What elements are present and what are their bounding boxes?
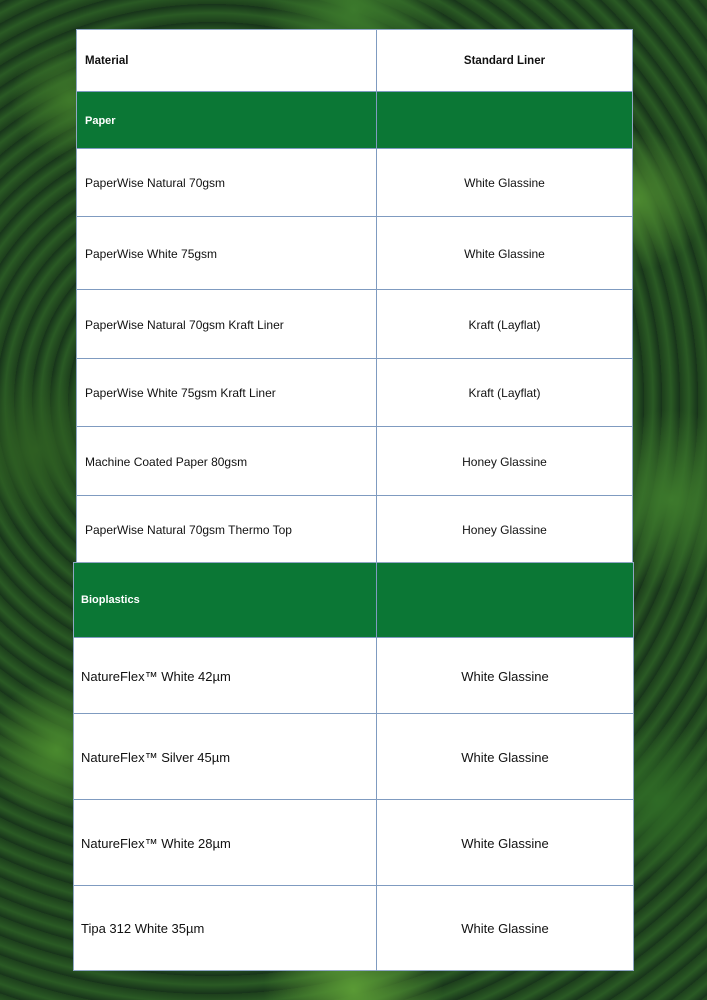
table-row [74,885,633,971]
material-cell: PaperWise Natural 70gsm Kraft Liner [77,290,377,359]
liner-cell: White Glassine [464,176,545,190]
liner-cell: Kraft (Layflat) [468,317,541,332]
table-row [74,637,633,714]
liner-cell: White Glassine [464,246,545,261]
material-cell: PaperWise White 75gsm [77,217,377,290]
section-row-paper [77,91,632,149]
section-row-bioplastics [74,563,633,637]
table-row [77,216,632,290]
paper-table [76,29,633,563]
material-cell: Machine Coated Paper 80gsm [77,427,377,496]
table-row [77,358,632,427]
table-row [77,495,632,564]
header-standard-liner: Standard Liner [463,54,546,67]
table-row [77,289,632,359]
liner-cell: Honey Glassine [462,523,547,537]
liner-cell: White Glassine [461,835,549,851]
liner-cell: White Glassine [461,749,549,765]
material-cell: NatureFlex™ White 28µm [74,800,377,886]
material-cell: NatureFlex™ Silver 45µm [74,714,377,800]
table-row [74,713,633,800]
material-cell: PaperWise Natural 70gsm Thermo Top [77,496,377,564]
section-title: Bioplastics [74,563,377,637]
liner-cell: Honey Glassine [462,454,547,469]
material-cell: NatureFlex™ White 42µm [74,638,377,714]
material-cell: Tipa 312 White 35µm [74,886,377,971]
header-material: Material [77,30,377,91]
section-title: Paper [77,92,377,149]
liner-cell: White Glassine [461,921,549,936]
table-header-row [77,30,632,91]
bioplastics-table [73,562,634,971]
liner-cell: White Glassine [461,668,549,684]
table-row [74,799,633,886]
table-row [77,148,632,217]
material-cell: PaperWise White 75gsm Kraft Liner [77,359,377,427]
liner-cell: Kraft (Layflat) [468,386,541,400]
material-cell: PaperWise Natural 70gsm [77,149,377,217]
table-row [77,426,632,496]
